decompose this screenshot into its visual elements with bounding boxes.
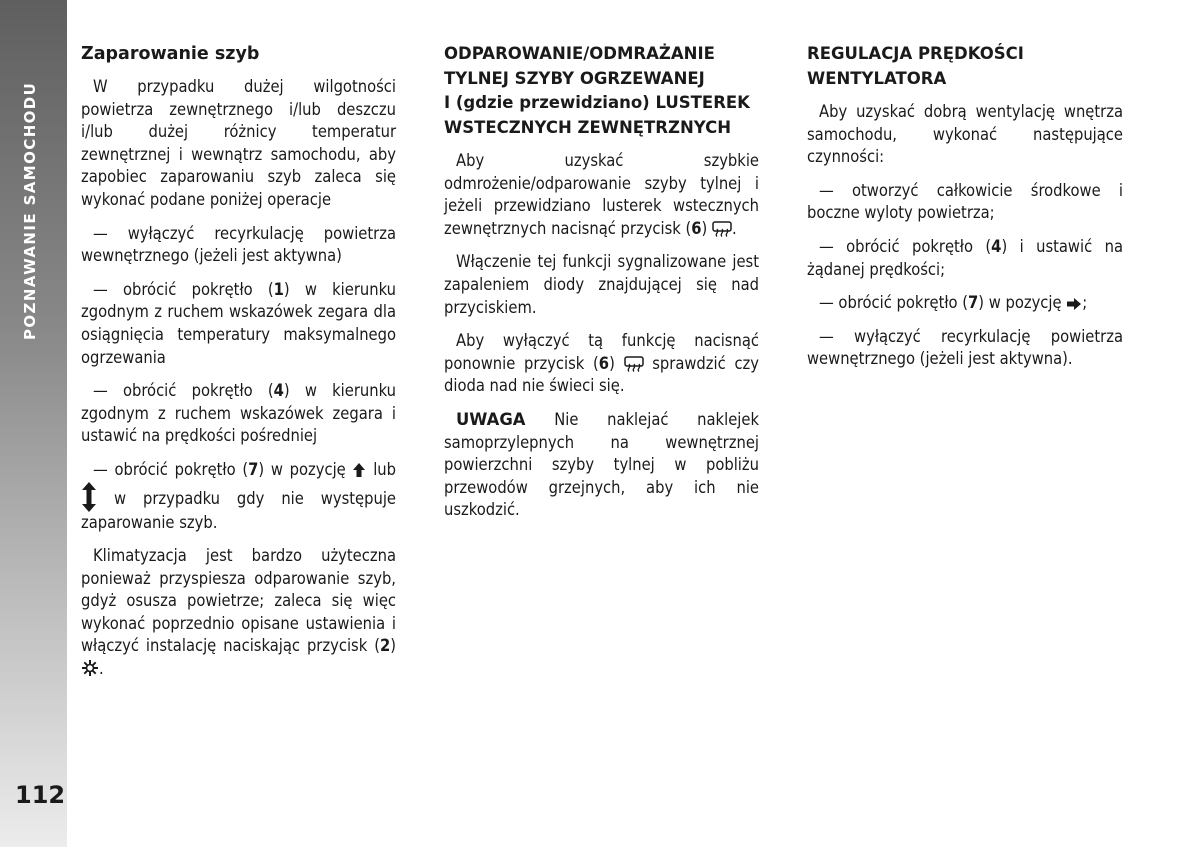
- rear-defrost-icon: [624, 356, 644, 372]
- side-bar: [0, 0, 67, 847]
- paragraph-vents: — otworzyć całkowicie środkowe i boczne wyloty powietrza;: [807, 180, 1123, 223]
- paragraph-knob-7-position: — obrócić pokrętło (7) w pozycję ;: [819, 293, 1088, 313]
- warning-label: UWAGA: [456, 409, 526, 429]
- column-rear-defrost: [444, 42, 759, 533]
- paragraph-ac: Klimatyzacja jest bardzo użyteczna ponieważ przyspiesza odparowanie szyb, gdyż osusza powietrze; zaleca się więc wykonać poprzednio opisane ustawienia i włączyć instalację naciskając przycisk (2) .: [81, 546, 396, 679]
- paragraph-warning: UWAGA Nie naklejać naklejek samoprzylepnych na wewnętrznej powierzchni szyby tylnej w pobliżu przewodów grzejnych, aby ich nie uszkodzić.: [444, 409, 759, 520]
- paragraph-knob-1: — obrócić pokrętło (1) w kierunku zgodnym z ruchem wskazówek zegara dla osiągnięcia temperatury maksymalnego ogrzewania: [81, 279, 396, 367]
- paragraph-led: Włączenie tej funkcji sygnalizowane jest zapaleniem diody znajdującej się nad przyciskiem.: [444, 252, 759, 317]
- paragraph-knob-7: — obrócić pokrętło (7) w pozycję lub w przypadku gdy nie występuje zaparowanie szyb.: [81, 459, 397, 532]
- paragraph-knob-4-speed: — obrócić pokrętło (4) i ustawić na żądanej prędkości;: [807, 236, 1123, 279]
- paragraph-knob-4: — obrócić pokrętło (4) w kierunku zgodnym z ruchem wskazówek zegara i ustawić na prędkości pośredniej: [81, 381, 396, 446]
- page-number: 112: [15, 781, 66, 809]
- paragraph-disable: Aby wyłączyć tą funkcję nacisnąć ponownie przycisk (6) sprawdzić czy dioda nad nie świeci się.: [444, 331, 760, 396]
- arrow-up-icon: [352, 462, 366, 478]
- paragraph-recirculation-off: — wyłączyć recyrkulację powietrza wewnętrznego (jeżeli jest aktywna).: [807, 326, 1123, 369]
- ac-snowflake-icon: [81, 659, 99, 677]
- heading-fan-speed: REGULACJA PRĘDKOŚCI WENTYLATORA: [807, 44, 1024, 88]
- column-fan-speed: [807, 42, 1123, 382]
- column-fogging: [81, 42, 396, 692]
- paragraph-intro: W przypadku dużej wilgotności powietrza zewnętrznego i/lub deszczu i/lub dużej różnicy temperatur zewnętrznej i wewnątrz samochodu, aby zapobiec zaparowaniu szyb zaleca się wykonać podane poniżej operacje: [81, 77, 396, 209]
- heading-rear-defrost: ODPAROWANIE/ODMRAŻANIE TYLNEJ SZYBY OGRZEWANEJ I (gdzie przewidziano) LUSTEREK WSTECZNYCH ZEWNĘTRZNYCH: [444, 44, 750, 137]
- section-title: POZNAWANIE SAMOCHODU: [21, 81, 39, 340]
- heading-fogging: Zaparowanie szyb: [81, 44, 260, 64]
- paragraph-ventilation: Aby uzyskać dobrą wentylację wnętrza samochodu, wykonać następujące czynności:: [807, 102, 1123, 167]
- rear-defrost-icon: [712, 221, 732, 237]
- paragraph-recirculation: — wyłączyć recyrkulację powietrza wewnętrznego (jeżeli jest aktywna): [81, 223, 396, 266]
- arrow-updown-icon: [81, 482, 97, 512]
- paragraph-defrost-button: Aby uzyskać szybkie odmrożenie/odparowanie szyby tylnej i jeżeli przewidziano lusterek wstecznych zewnętrznych nacisnąć przycisk (6) .: [444, 151, 759, 238]
- arrow-right-icon: [1066, 297, 1082, 311]
